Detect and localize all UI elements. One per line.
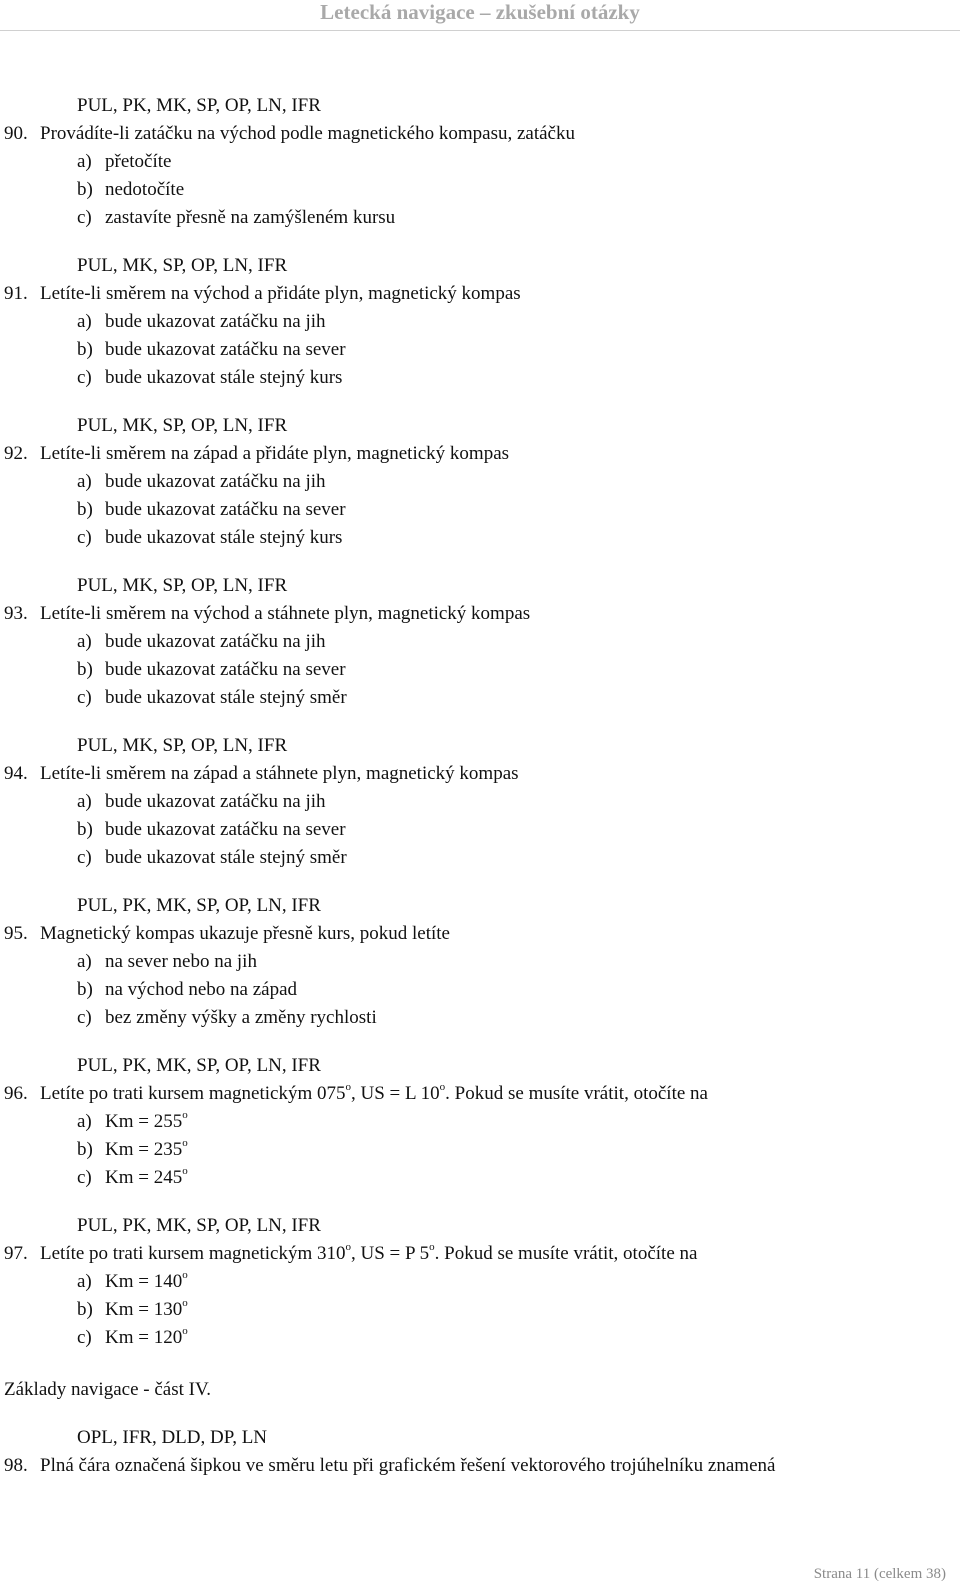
question-body: Plná čára označená šipkou ve směru letu při grafickém řešení vektorového trojúhelníku znamená — [40, 1455, 776, 1476]
option-letter: c) — [77, 1327, 92, 1348]
question-text — [0, 920, 960, 948]
question-tags: PUL, MK, SP, OP, LN, IFR — [77, 735, 288, 756]
question-body: . Pokud se musíte vrátit, otočíte na — [445, 1083, 708, 1104]
option-text: bude ukazovat zatáčku na jih — [105, 311, 326, 332]
option-text: na východ nebo na západ — [105, 979, 298, 1000]
answer-option-b — [0, 656, 960, 684]
answer-option-b — [0, 336, 960, 364]
option-letter: b) — [77, 659, 93, 680]
option-text: bude ukazovat zatáčku na sever — [105, 499, 346, 520]
option-letter: a) — [77, 1111, 92, 1132]
option-letter: a) — [77, 311, 92, 332]
option-text: bez změny výšky a změny rychlosti — [105, 1007, 377, 1028]
answer-option-a — [0, 788, 960, 816]
question-tags: PUL, PK, MK, SP, OP, LN, IFR — [77, 1055, 321, 1076]
question-95 — [0, 892, 960, 1032]
option-letter: c) — [77, 367, 92, 388]
answer-option-a — [0, 308, 960, 336]
answer-option-b — [0, 816, 960, 844]
degree-mark: o — [429, 1240, 435, 1253]
question-number: 96. — [4, 1083, 28, 1104]
option-letter: c) — [77, 207, 92, 228]
question-body: Letíte po trati kursem magnetickým 310 — [40, 1243, 346, 1264]
question-text — [0, 600, 960, 628]
question-96 — [0, 1052, 960, 1192]
question-body: Letíte-li směrem na západ a přidáte plyn, magnetický kompas — [40, 443, 510, 464]
question-tags: PUL, MK, SP, OP, LN, IFR — [77, 415, 288, 436]
option-text: zastavíte přesně na zamýšleném kursu — [105, 207, 396, 228]
question-body: Letíte-li směrem na západ a stáhnete plyn, magnetický kompas — [40, 763, 519, 784]
question-93 — [0, 572, 960, 712]
page-number: Strana 11 (celkem 38) — [813, 1566, 946, 1582]
question-body: , US = P 5 — [351, 1243, 430, 1264]
option-letter: b) — [77, 1139, 93, 1160]
answer-option-a — [0, 1108, 960, 1136]
answer-option-c — [0, 204, 960, 232]
question-list — [0, 92, 960, 1500]
question-body: Provádíte-li zatáčku na východ podle magnetického kompasu, zatáčku — [40, 123, 575, 144]
question-97 — [0, 1212, 960, 1352]
option-text: nedotočíte — [105, 179, 185, 200]
option-text: bude ukazovat zatáčku na sever — [105, 659, 346, 680]
question-body: Magnetický kompas ukazuje přesně kurs, pokud letíte — [40, 923, 450, 944]
question-body: Letíte po trati kursem magnetickým 075 — [40, 1083, 346, 1104]
question-text — [0, 120, 960, 148]
question-number: 94. — [4, 763, 28, 784]
page-header: Letecká navigace – zkušební otázky — [320, 0, 640, 24]
question-tags: PUL, MK, SP, OP, LN, IFR — [77, 575, 288, 596]
question-number: 93. — [4, 603, 28, 624]
answer-option-c — [0, 1324, 960, 1352]
answer-option-a — [0, 948, 960, 976]
answer-option-c — [0, 1164, 960, 1192]
question-body: , US = L 10 — [351, 1083, 440, 1104]
question-body: Letíte-li směrem na východ a stáhnete plyn, magnetický kompas — [40, 603, 531, 624]
option-letter: a) — [77, 1271, 92, 1292]
section-title: Základy navigace - část IV. — [4, 1379, 211, 1400]
answer-option-a — [0, 148, 960, 176]
answer-option-a — [0, 468, 960, 496]
option-text: bude ukazovat stále stejný směr — [105, 847, 347, 868]
question-number: 98. — [4, 1455, 28, 1476]
option-letter: c) — [77, 687, 92, 708]
answer-option-a — [0, 1268, 960, 1296]
answer-option-b — [0, 976, 960, 1004]
option-letter: b) — [77, 819, 93, 840]
option-letter: b) — [77, 1299, 93, 1320]
option-letter: c) — [77, 1007, 92, 1028]
answer-option-c — [0, 524, 960, 552]
question-90 — [0, 92, 960, 232]
option-letter: b) — [77, 339, 93, 360]
option-text: Km = 255 — [105, 1111, 183, 1132]
option-letter: c) — [77, 847, 92, 868]
option-text: na sever nebo na jih — [105, 951, 257, 972]
degree-mark: o — [182, 1296, 188, 1309]
answer-option-b — [0, 496, 960, 524]
option-letter: b) — [77, 499, 93, 520]
question-tags: OPL, IFR, DLD, DP, LN — [77, 1427, 268, 1448]
option-text: Km = 235 — [105, 1139, 183, 1160]
degree-mark: o — [182, 1164, 188, 1177]
answer-option-b — [0, 176, 960, 204]
question-tags: PUL, PK, MK, SP, OP, LN, IFR — [77, 895, 321, 916]
question-number: 97. — [4, 1243, 28, 1264]
answer-option-b — [0, 1136, 960, 1164]
degree-mark: o — [182, 1324, 188, 1337]
answer-option-b — [0, 1296, 960, 1324]
question-tags: PUL, PK, MK, SP, OP, LN, IFR — [77, 95, 321, 116]
degree-mark: o — [345, 1080, 352, 1093]
option-text: Km = 245 — [105, 1167, 183, 1188]
option-text: bude ukazovat stále stejný směr — [105, 687, 347, 708]
option-text: bude ukazovat zatáčku na jih — [105, 471, 326, 492]
question-tags: PUL, PK, MK, SP, OP, LN, IFR — [77, 1215, 321, 1236]
question-number: 92. — [4, 443, 28, 464]
degree-mark: o — [182, 1136, 188, 1149]
option-text: Km = 130 — [105, 1299, 183, 1320]
option-letter: a) — [77, 631, 92, 652]
option-letter: b) — [77, 979, 93, 1000]
question-tags: PUL, MK, SP, OP, LN, IFR — [77, 255, 288, 276]
option-text: přetočíte — [105, 151, 172, 172]
answer-option-c — [0, 364, 960, 392]
option-letter: a) — [77, 151, 92, 172]
option-text: bude ukazovat stále stejný kurs — [105, 367, 343, 388]
question-number: 91. — [4, 283, 28, 304]
option-text: bude ukazovat stále stejný kurs — [105, 527, 343, 548]
option-letter: a) — [77, 471, 92, 492]
question-92 — [0, 412, 960, 552]
question-text — [0, 440, 960, 468]
answer-option-c — [0, 1004, 960, 1032]
option-text: bude ukazovat zatáčku na sever — [105, 819, 346, 840]
question-94 — [0, 732, 960, 872]
question-number: 90. — [4, 123, 28, 144]
option-text: bude ukazovat zatáčku na jih — [105, 631, 326, 652]
option-text: Km = 120 — [105, 1327, 183, 1348]
question-text — [0, 1240, 960, 1268]
answer-option-a — [0, 628, 960, 656]
degree-mark: o — [182, 1108, 188, 1121]
option-letter: b) — [77, 179, 93, 200]
question-body: . Pokud se musíte vrátit, otočíte na — [434, 1243, 698, 1264]
degree-mark: o — [182, 1268, 188, 1281]
question-text — [0, 760, 960, 788]
question-91 — [0, 252, 960, 392]
option-text: bude ukazovat zatáčku na sever — [105, 339, 346, 360]
option-text: Km = 140 — [105, 1271, 183, 1292]
option-letter: c) — [77, 527, 92, 548]
question-body: Letíte-li směrem na východ a přidáte plyn, magnetický kompas — [40, 283, 521, 304]
question-text — [0, 1452, 960, 1480]
answer-option-c — [0, 684, 960, 712]
degree-mark: o — [345, 1240, 352, 1253]
option-letter: c) — [77, 1167, 92, 1188]
question-text — [0, 1080, 960, 1108]
option-text: bude ukazovat zatáčku na jih — [105, 791, 326, 812]
question-number: 95. — [4, 923, 28, 944]
option-letter: a) — [77, 791, 92, 812]
header-divider — [0, 30, 960, 31]
option-letter: a) — [77, 951, 92, 972]
question-98 — [0, 1424, 960, 1480]
degree-mark: o — [439, 1080, 446, 1093]
answer-option-c — [0, 844, 960, 872]
question-text — [0, 280, 960, 308]
